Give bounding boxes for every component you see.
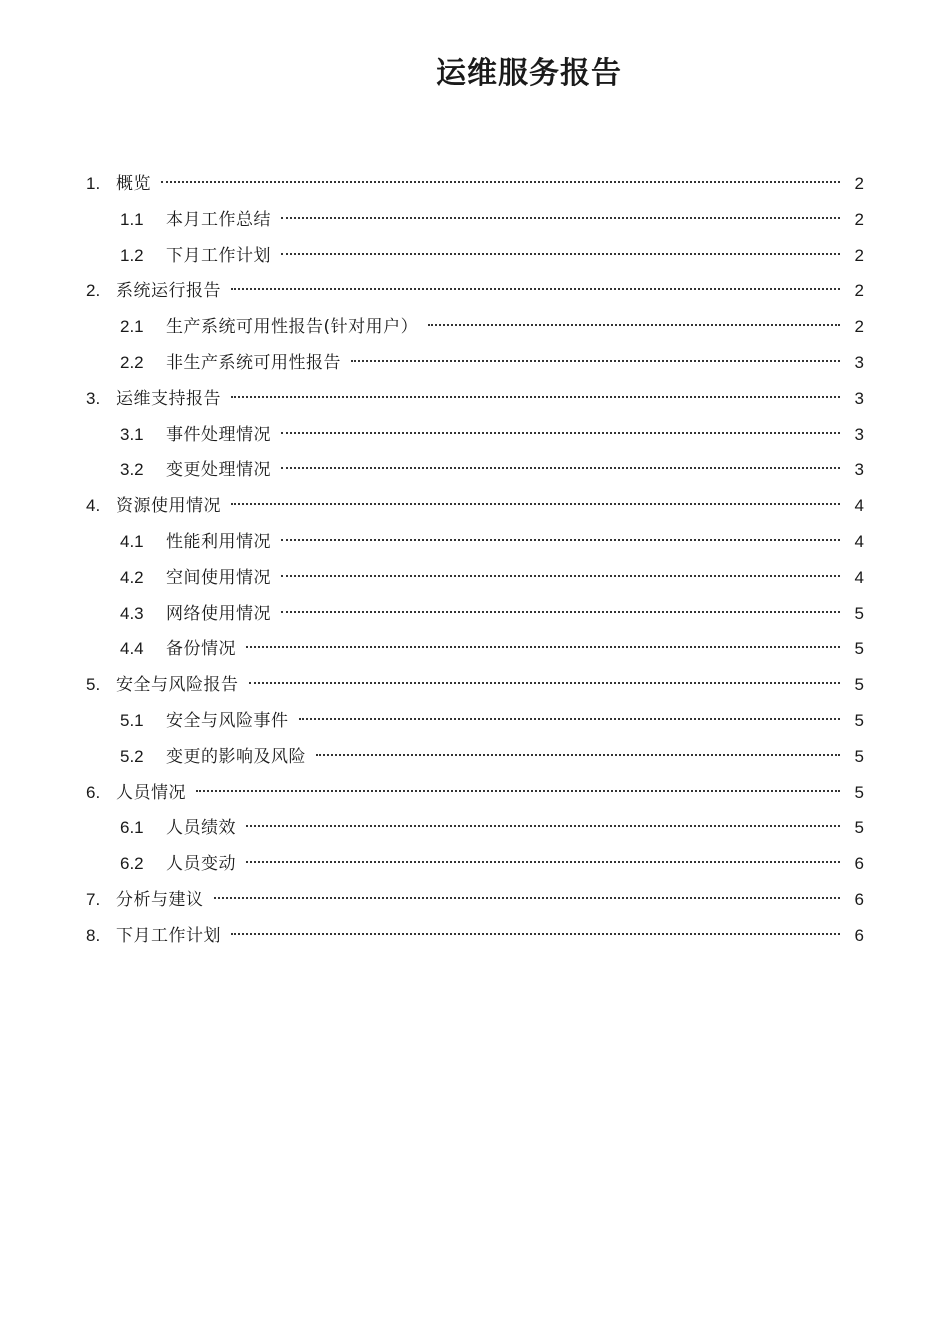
- toc-entry-number: 4.1: [120, 531, 144, 551]
- toc-dot-leader: [214, 897, 841, 899]
- toc-entry-page-number: 6: [854, 889, 864, 909]
- toc-entry-page-number: 5: [854, 639, 864, 659]
- toc-entry-page-number: 3: [854, 388, 864, 408]
- table-of-contents: [86, 166, 864, 954]
- toc-dot-leader: [428, 324, 840, 326]
- toc-dot-leader: [281, 539, 840, 541]
- toc-entry-page-number: 4: [854, 531, 864, 551]
- toc-entry-page-number: 2: [854, 245, 864, 265]
- page-title: 运维服务报告: [436, 56, 622, 91]
- toc-dot-leader: [246, 861, 840, 863]
- toc-dot-leader: [231, 933, 840, 935]
- toc-entry[interactable]: [86, 918, 864, 954]
- toc-entry-number: 4.3: [120, 603, 144, 623]
- toc-entry[interactable]: [86, 273, 864, 309]
- toc-entry-number: 4.2: [120, 567, 144, 587]
- toc-entry[interactable]: [86, 166, 864, 202]
- toc-dot-leader: [246, 646, 840, 648]
- toc-entry-page-number: 3: [854, 460, 864, 480]
- toc-entry-label: 变更处理情况: [166, 460, 271, 481]
- toc-entry-page-number: 2: [854, 209, 864, 229]
- toc-entry-label: 备份情况: [166, 639, 236, 660]
- toc-dot-leader: [281, 611, 840, 613]
- toc-entry-page-number: 2: [854, 281, 864, 301]
- toc-dot-leader: [281, 217, 840, 219]
- toc-entry[interactable]: [86, 667, 864, 703]
- toc-entry-label: 人员绩效: [166, 818, 236, 839]
- toc-entry-label: 概览: [116, 174, 151, 194]
- toc-entry-label: 性能利用情况: [166, 531, 271, 552]
- toc-dot-leader: [231, 503, 840, 505]
- toc-entry-page-number: 5: [854, 782, 864, 802]
- toc-entry-number: 2.2: [120, 352, 144, 372]
- toc-dot-leader: [281, 253, 840, 255]
- toc-entry-label: 人员情况: [116, 782, 186, 803]
- toc-entry-number: 6.2: [120, 854, 144, 874]
- toc-entry-label: 非生产系统可用性报告: [166, 352, 341, 373]
- toc-entry-number: 2.1: [120, 317, 144, 337]
- toc-entry-page-number: 5: [854, 818, 864, 838]
- toc-entry-page-number: 2: [854, 317, 864, 337]
- toc-entry[interactable]: [86, 202, 864, 238]
- toc-entry-number: 3.2: [120, 460, 144, 480]
- toc-entry-label: 下月工作计划: [166, 245, 271, 266]
- toc-entry-number: 3.: [86, 388, 101, 408]
- toc-entry[interactable]: [86, 631, 864, 667]
- toc-entry-number: 1.2: [120, 245, 144, 265]
- toc-entry-page-number: 3: [854, 352, 864, 372]
- toc-entry-number: 3.1: [120, 424, 144, 444]
- toc-dot-leader: [196, 790, 840, 792]
- toc-entry[interactable]: [86, 596, 864, 632]
- toc-entry-number: 5.1: [120, 710, 144, 730]
- toc-dot-leader: [299, 718, 841, 720]
- toc-entry[interactable]: [86, 381, 864, 417]
- toc-entry-number: 5.2: [120, 746, 144, 766]
- toc-dot-leader: [281, 575, 840, 577]
- toc-entry[interactable]: [86, 703, 864, 739]
- toc-dot-leader: [249, 682, 841, 684]
- toc-entry-label: 下月工作计划: [116, 925, 221, 946]
- toc-entry-page-number: 2: [854, 174, 864, 193]
- toc-entry-label: 系统运行报告: [116, 281, 221, 302]
- toc-entry-number: 2.: [86, 281, 101, 301]
- toc-dot-leader: [246, 825, 840, 827]
- toc-entry-page-number: 4: [854, 567, 864, 587]
- toc-dot-leader: [281, 467, 840, 469]
- toc-entry-label: 生产系统可用性报告(针对用户）: [166, 317, 419, 338]
- toc-entry-number: 6.1: [120, 818, 144, 838]
- toc-entry[interactable]: [86, 739, 864, 775]
- toc-entry-number: 4.4: [120, 639, 144, 659]
- toc-entry[interactable]: [86, 488, 864, 524]
- toc-entry[interactable]: [86, 810, 864, 846]
- toc-entry-page-number: 5: [854, 710, 864, 730]
- toc-entry-label: 资源使用情况: [116, 496, 221, 517]
- toc-dot-leader: [231, 396, 840, 398]
- toc-entry[interactable]: [86, 452, 864, 488]
- toc-entry-page-number: 3: [854, 424, 864, 444]
- toc-entry[interactable]: [86, 524, 864, 560]
- toc-dot-leader: [316, 754, 840, 756]
- toc-dot-leader: [231, 288, 840, 290]
- toc-entry-page-number: 5: [854, 746, 864, 766]
- toc-entry-number: 8.: [86, 925, 101, 945]
- toc-dot-leader: [161, 181, 840, 183]
- toc-entry-label: 安全与风险报告: [116, 675, 239, 696]
- toc-entry[interactable]: [86, 238, 864, 274]
- toc-entry-label: 网络使用情况: [166, 603, 271, 624]
- toc-entry-page-number: 4: [854, 496, 864, 516]
- toc-entry-label: 空间使用情况: [166, 567, 271, 588]
- toc-entry[interactable]: [86, 417, 864, 453]
- toc-entry[interactable]: [86, 882, 864, 918]
- toc-dot-leader: [281, 432, 840, 434]
- toc-entry-label: 本月工作总结: [166, 209, 271, 230]
- toc-entry-page-number: 6: [854, 925, 864, 945]
- toc-entry-label: 人员变动: [166, 854, 236, 875]
- toc-entry-number: 1.1: [120, 209, 144, 229]
- toc-entry-number: 6.: [86, 782, 101, 802]
- toc-entry-page-number: 5: [854, 675, 864, 695]
- toc-entry-number: 7.: [86, 889, 101, 909]
- toc-entry[interactable]: [86, 309, 864, 345]
- toc-entry[interactable]: [86, 345, 864, 381]
- toc-entry-label: 分析与建议: [116, 889, 204, 910]
- toc-entry[interactable]: [86, 775, 864, 811]
- toc-entry-number: 5.: [86, 675, 101, 695]
- toc-entry-label: 变更的影响及风险: [166, 746, 306, 767]
- toc-entry-label: 安全与风险事件: [166, 710, 289, 731]
- toc-entry[interactable]: [86, 560, 864, 596]
- toc-entry-number: 4.: [86, 496, 101, 516]
- toc-entry-number: 1.: [86, 174, 101, 193]
- toc-entry-page-number: 5: [854, 603, 864, 623]
- toc-entry[interactable]: [86, 846, 864, 882]
- toc-dot-leader: [351, 360, 840, 362]
- toc-entry-label: 事件处理情况: [166, 424, 271, 445]
- toc-entry-label: 运维支持报告: [116, 388, 221, 409]
- toc-entry-page-number: 6: [854, 854, 864, 874]
